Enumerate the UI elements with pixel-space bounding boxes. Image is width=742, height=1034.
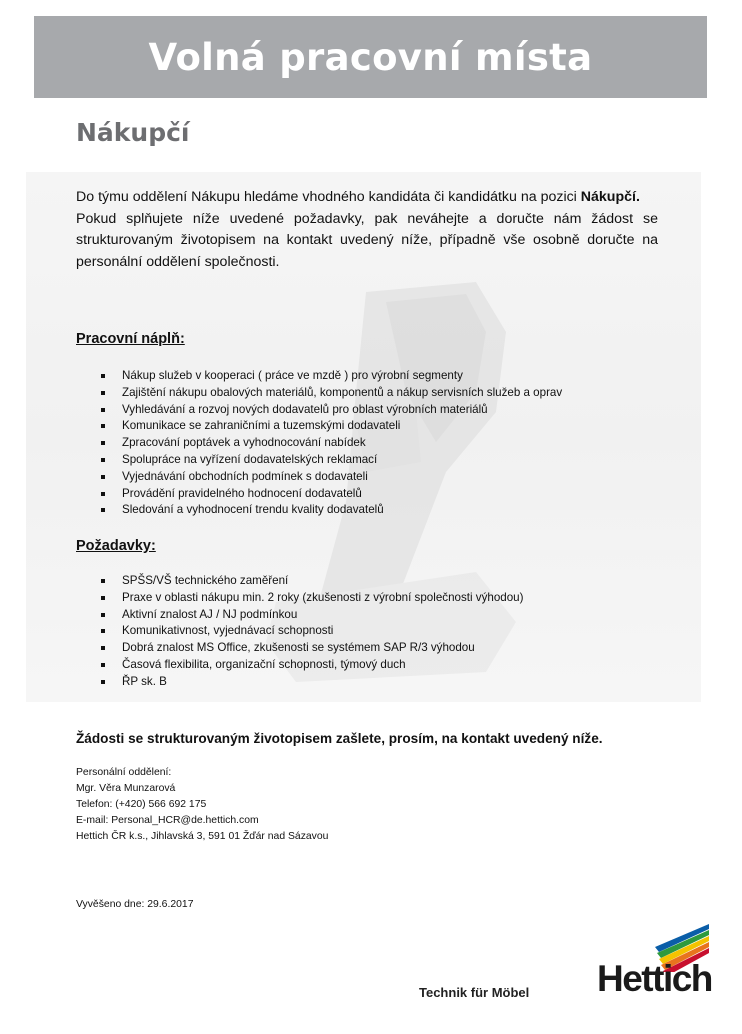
intro-line1: Do týmu oddělení Nákupu hledáme vhodného kandidáta či kandidátku na pozici (76, 189, 581, 205)
job-title: Nákupčí (76, 118, 190, 147)
requirement-item: Komunikativnost, vyjednávací schopnosti (76, 623, 523, 640)
duty-item: Vyjednávání obchodních podmínek s dodavateli (76, 469, 562, 486)
requirement-item: Dobrá znalost MS Office, zkušenosti se systémem SAP R/3 výhodou (76, 640, 523, 657)
duties-list (76, 368, 562, 519)
duty-item: Vyhledávání a rozvoj nových dodavatelů pro oblast výrobních materiálů (76, 402, 562, 419)
header-banner (34, 16, 707, 98)
contact-name: Mgr. Věra Munzarová (76, 783, 176, 794)
requirement-item: Praxe v oblasti nákupu min. 2 roky (zkušenosti z výrobní společnosti výhodou) (76, 590, 523, 607)
posted-date: Vyvěšeno dne: 29.6.2017 (76, 899, 194, 910)
contact-phone: Telefon: (+420) 566 692 175 (76, 799, 207, 810)
duty-item: Zajištění nákupu obalových materiálů, komponentů a nákup servisních služeb a oprav (76, 385, 562, 402)
contact-department: Personální oddělení: (76, 767, 172, 778)
page-title: Volná pracovní místa (148, 35, 593, 79)
duty-item: Komunikace se zahraničními a tuzemskými dodavateli (76, 418, 562, 435)
application-instruction: Žádosti se strukturovaným životopisem zašlete, prosím, na kontakt uvedený níže. (76, 731, 603, 746)
duty-item: Spolupráce na vyřízení dodavatelských reklamací (76, 452, 562, 469)
hettich-logo (597, 922, 725, 1002)
requirement-item: ŘP sk. B (76, 674, 523, 691)
footer-tagline: Technik für Möbel (419, 985, 530, 1000)
intro-paragraph2: Pokud splňujete níže uvedené požadavky, pak neváhejte a doručte nám žádost se strukturovaným životopisem na kontakt uvedený níže, případně vše osobně doručte na personální oddělení společnosti. (76, 210, 658, 270)
requirements-list (76, 573, 523, 691)
requirement-item: Časová flexibilita, organizační schopnosti, týmový duch (76, 657, 523, 674)
duty-item: Nákup služeb v kooperaci ( práce ve mzdě ) pro výrobní segmenty (76, 368, 562, 385)
requirement-item: SPŠS/VŠ technického zaměření (76, 573, 523, 590)
contact-address: Hettich ČR k.s., Jihlavská 3, 591 01 Žďár nad Sázavou (76, 831, 329, 842)
duties-heading: Pracovní náplň: (76, 331, 185, 347)
contact-email: E-mail: Personal_HCR@de.hettich.com (76, 815, 259, 826)
intro-text (76, 187, 658, 273)
logo-wordmark: Hettich (597, 958, 712, 999)
requirements-heading: Požadavky: (76, 538, 156, 554)
duty-item: Zpracování poptávek a vyhodnocování nabídek (76, 435, 562, 452)
contact-block (76, 765, 328, 845)
duty-item: Sledování a vyhodnocení trendu kvality dodavatelů (76, 502, 562, 519)
requirement-item: Aktivní znalost AJ / NJ podmínkou (76, 607, 523, 624)
position-name: Nákupčí. (580, 189, 640, 205)
duty-item: Provádění pravidelného hodnocení dodavatelů (76, 486, 562, 503)
